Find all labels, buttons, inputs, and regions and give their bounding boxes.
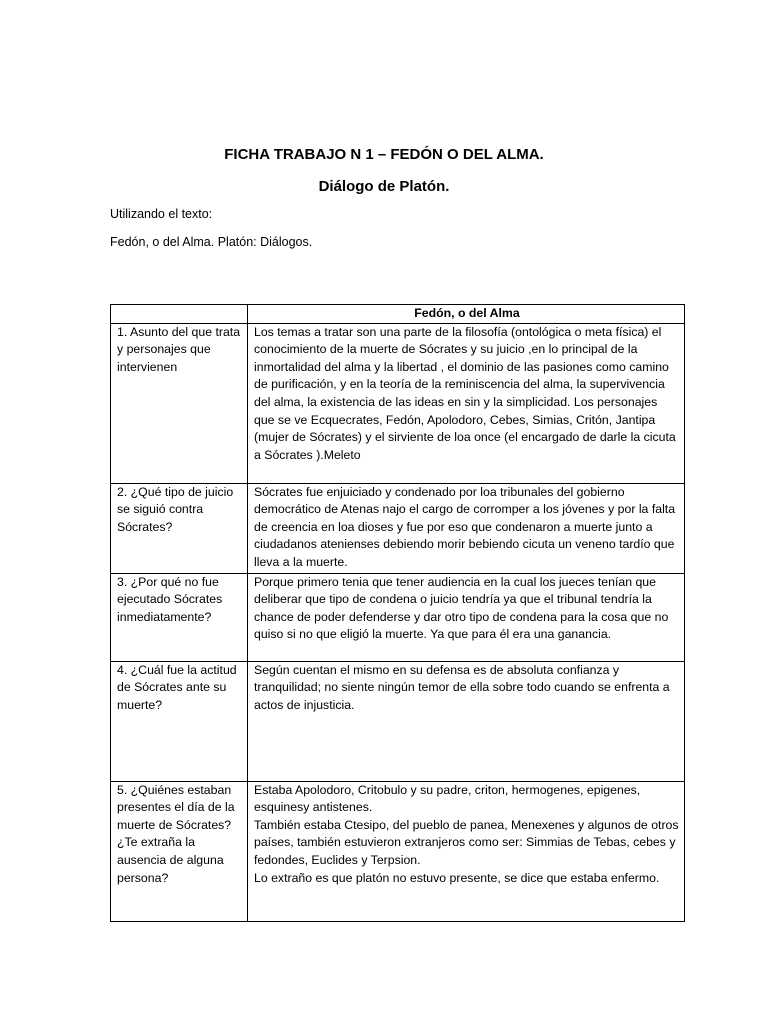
document-title: FICHA TRABAJO N 1 – FEDÓN O DEL ALMA. [224, 146, 544, 163]
table-header-row [111, 305, 685, 324]
question-cell: 3. ¿Por qué no fue ejecutado Sócrates inmediatamente? [111, 573, 248, 661]
table-row [111, 781, 685, 921]
question-cell: 2. ¿Qué tipo de juicio se siguió contra Sócrates? [111, 483, 248, 573]
document-subtitle: Diálogo de Platón. [318, 178, 450, 195]
table-row [111, 483, 685, 573]
header-cell-empty [111, 305, 248, 324]
answer-paragraph: Lo extraño es que platón no estuvo presente, se dice que estaba enfermo. [254, 870, 660, 885]
worksheet-table [110, 304, 685, 922]
table-row [111, 323, 685, 483]
question-cell: 1. Asunto del que trata y personajes que intervienen [111, 323, 248, 483]
table-row [111, 661, 685, 781]
question-cell: 4. ¿Cuál fue la actitud de Sócrates ante su muerte? [111, 661, 248, 781]
answer-cell [248, 781, 685, 921]
header-cell-title: Fedón, o del Alma [248, 305, 685, 324]
answer-paragraph: Estaba Apolodoro, Critobulo y su padre, criton, hermogenes, epigenes, esquinesy antistenes. [254, 782, 641, 815]
answer-cell: Según cuentan el mismo en su defensa es de absoluta confianza y tranquilidad; no siente ningún temor de ella sobre todo cuando se enfrenta a actos de injusticia. [248, 661, 685, 781]
table-row [111, 573, 685, 661]
question-cell: 5. ¿Quiénes estaban presentes el día de la muerte de Sócrates? ¿Te extraña la ausencia de alguna persona? [111, 781, 248, 921]
answer-cell: Sócrates fue enjuiciado y condenado por loa tribunales del gobierno democrático de Atenas najo el cargo de corromper a los jóvenes y por la falta de creencia en loa dioses y fue por eso que condenaron a muerte junto a ciudadanos atenienses debiendo morir bebiendo cicuta un veneno tardío que lleva a la muerte. [248, 483, 685, 573]
answer-cell: Los temas a tratar son una parte de la filosofía (ontológica o meta física) el conocimiento de la muerte de Sócrates y su juicio ,en lo principal de la inmortalidad del alma y la libertad , el dominio de las pasiones como camino de purificación, y en la teoría de la reminiscencia del alma, la supervivencia del alma, la existencia de las ideas en sin y la simplicidad. Los personajes que se ve Ecquecrates, Fedón, Apolodoro, Cebes, Simias, Critón, Jantipa (mujer de Sócrates) y el sirviente de loa once (el encargado de darle la cicuta a Sócrates ).Meleto [248, 323, 685, 483]
source-reference: Fedón, o del Alma. Platón: Diálogos. [110, 235, 313, 249]
answer-cell: Porque primero tenia que tener audiencia en la cual los jueces tenían que deliberar que tipo de condena o juicio tendría ya que el tribunal tendría la chance de poder defenderse y dar otro tipo de condena para la cosa que no quiso si no que eligió la muerte. Ya que para él era una ganancia. [248, 573, 685, 661]
intro-text: Utilizando el texto: [110, 207, 213, 221]
answer-paragraph: También estaba Ctesipo, del pueblo de panea, Menexenes y algunos de otros países, también estuvieron extranjeros como ser: Simmias de Tebas, cebes y fedondes, Euclides y Terpsion. [254, 817, 679, 867]
